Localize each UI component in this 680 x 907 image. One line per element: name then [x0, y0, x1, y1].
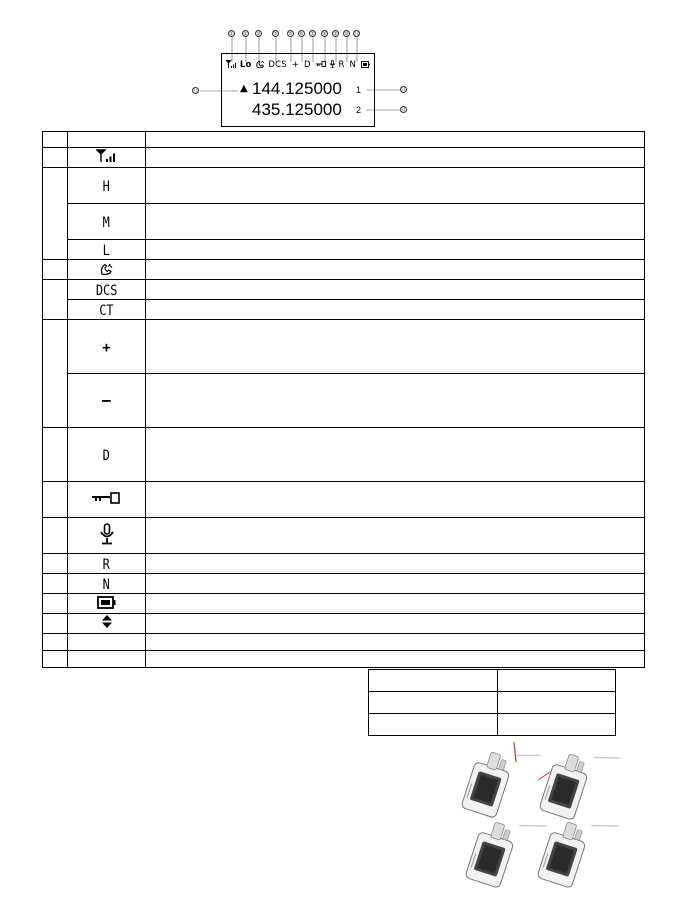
vfo-a-label: 1: [356, 85, 362, 95]
frequency-a: 144.125000: [252, 79, 342, 98]
dual-watch-indicator: D: [304, 60, 311, 70]
reverse-icon: R: [68, 554, 146, 574]
table-row: [43, 320, 645, 374]
radio-step-1: [461, 740, 541, 826]
radio-step-4: [537, 807, 619, 890]
key-lock-icon: [316, 60, 326, 68]
arrow-indicator-1: [514, 742, 516, 762]
shift-plus-icon: +: [68, 320, 146, 374]
table-row: [43, 240, 645, 260]
callout-3: ③: [256, 31, 261, 37]
power-high-icon: H: [68, 168, 146, 204]
radio-step-3: [465, 807, 547, 890]
vfo-b-label: 2: [356, 105, 362, 115]
battery-installation-illustration: [458, 740, 643, 890]
power-medium-icon: M: [68, 204, 146, 240]
table-row: [43, 260, 645, 280]
lcd-icon-table: [42, 131, 645, 668]
small-table: [368, 669, 616, 736]
narrow-indicator: N: [349, 60, 357, 70]
table-row: [369, 714, 616, 736]
table-row: [369, 670, 616, 692]
power-low-icon: L: [68, 240, 146, 260]
lcd-display: [221, 53, 375, 127]
callout-9: ⑨: [333, 31, 338, 37]
table-row: [43, 634, 645, 651]
table-row: [43, 651, 645, 668]
battery-icon: [361, 61, 370, 68]
table-row: [43, 374, 645, 428]
callout-1: ①: [229, 31, 234, 37]
table-row: [369, 692, 616, 714]
signal-strength-icon: [226, 60, 237, 68]
callout-13a: ⑬: [401, 87, 407, 93]
ctcss-icon: CT: [68, 300, 146, 320]
dcs-icon: DCS: [68, 280, 146, 300]
callout-12: ⑫: [193, 88, 199, 94]
table-row: [43, 280, 645, 300]
callout-11: ⑪: [354, 31, 360, 37]
table-row: [43, 168, 645, 204]
table-row: [43, 518, 645, 554]
table-row: [43, 594, 645, 614]
callout-10: ⑩: [344, 31, 349, 37]
callout-4: ⑤: [273, 31, 278, 37]
shift-indicator: +: [291, 60, 300, 70]
key-lock-icon: [91, 491, 123, 505]
frequency-b: 435.125000: [252, 100, 342, 119]
table-row: [43, 148, 645, 168]
shift-minus-icon: −: [68, 374, 146, 428]
table-row: [43, 554, 645, 574]
table-row: [43, 428, 645, 482]
narrow-icon: N: [68, 574, 146, 594]
table-row: [43, 574, 645, 594]
dcs-indicator: DCS: [268, 60, 287, 70]
radio-step-2: [539, 740, 621, 828]
phone-icon: [100, 263, 114, 275]
table-header-row: [43, 132, 645, 148]
phone-icon: [256, 60, 265, 68]
table-row: [43, 300, 645, 320]
callout-8: ⑧: [322, 31, 327, 37]
reverse-indicator: R: [338, 60, 345, 70]
table-row: [43, 204, 645, 240]
callout-5: ⑤: [288, 31, 293, 37]
signal-strength-icon: [96, 149, 118, 163]
vox-mic-icon: [99, 523, 115, 545]
power-low-indicator: Lo: [239, 60, 252, 70]
callout-7: ⑦: [310, 31, 315, 37]
scan-arrows-icon: [101, 614, 113, 629]
table-row: [43, 482, 645, 518]
callout-13b: ⑬: [401, 107, 407, 113]
lcd-status-bar: [226, 60, 370, 70]
dual-watch-icon: D: [68, 428, 146, 482]
table-row: [43, 614, 645, 634]
battery-icon: [97, 596, 117, 609]
callout-6: ⑥: [299, 31, 304, 37]
vox-mic-icon: [329, 60, 336, 68]
callout-2: ②: [243, 31, 248, 37]
active-channel-arrow: ▲: [240, 83, 248, 94]
